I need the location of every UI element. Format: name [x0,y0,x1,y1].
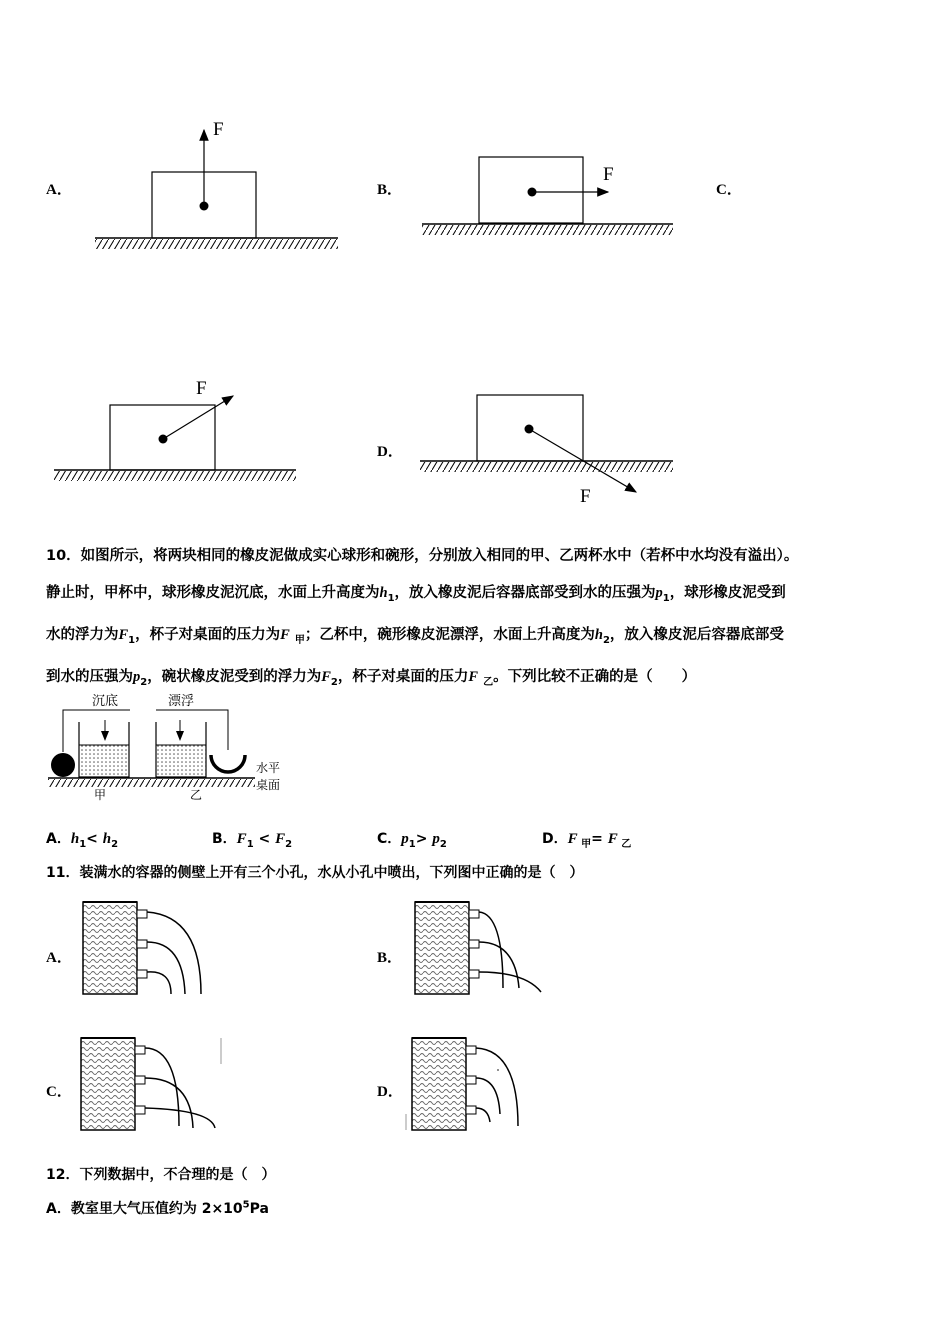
ground-hatch [420,462,673,472]
label-table: 水平 [256,761,281,775]
ground-hatch [54,471,296,481]
label-jia: 甲 [94,788,107,802]
q11-option-a[interactable]: A． [46,950,72,966]
force-arrow [163,396,233,439]
q9-option-d[interactable]: D． [377,444,403,460]
q11-option-c[interactable]: C． [46,1084,72,1100]
ground-hatch [422,225,673,235]
q9-option-c[interactable]: C． [716,182,742,198]
cup-yi-water [156,745,206,777]
label-yi: 乙 [190,788,203,802]
cup-jia-water [79,745,129,777]
q12-stem: 12．下列数据中，不合理的是（ ） [46,1167,276,1183]
force-label: F [580,486,591,507]
q10-figure [48,693,280,802]
q9-figure-a [95,119,338,249]
table-hatch [48,779,255,787]
q11-figure-b [415,902,541,994]
label-float: 漂浮 [168,694,195,709]
q10-option-d[interactable]: D．F $_甲$= F $_乙$ [542,831,632,850]
q11-option-b[interactable]: B． [377,950,403,966]
clay-bowl [211,755,245,772]
q10-line-2: 静止时，甲杯中，球形橡皮泥沉底，水面上升高度为$h_1$，放入橡皮泥后容器底部受到水的压强为$p_1$，球形橡皮泥受到 [46,585,786,604]
label-table2: 桌面 [256,778,281,792]
callout-float [156,710,228,750]
force-label: F [603,164,614,185]
q11-figure-c [81,1038,221,1130]
force-label: F [213,119,224,140]
q9-figure-c [54,378,296,481]
q12-option-a[interactable]: A．教室里大气压值约为 $2\times 10^5Pa$ [46,1199,269,1217]
q9-option-b[interactable]: B． [377,182,403,198]
ground-hatch [95,239,338,249]
q9-figure-b [422,157,673,235]
q11-figure-a [83,902,201,994]
q9-figure-d [420,395,673,507]
force-label: F [196,378,207,399]
q10-stem [46,538,798,701]
q10-option-c[interactable]: C．$p_1> p_2$ [377,831,447,850]
label-sink: 沉底 [92,694,119,709]
q11-stem: 11．装满水的容器的侧壁上开有三个小孔，水从小孔中喷出，下列图中正确的是（ ） [46,865,584,881]
q11-figure-d [406,1038,518,1130]
q10-line-1: 10．如图所示，将两块相同的橡皮泥做成实心球形和碗形，分别放入相同的甲、乙两杯水中（若杯中水均没有溢出）。 [46,548,799,564]
q10-option-b[interactable]: B．$F_1 < F_2$ [212,831,293,850]
q10-line-3: 水的浮力为$F_1$，杯子对桌面的压力为F $_甲$；乙杯中，碗形橡皮泥漂浮，水面上升高度为$h_2$，放入橡皮泥后容器底部受 [46,626,784,646]
q11-option-d[interactable]: D． [377,1084,403,1100]
q10-line-4: 到水的压强为$p_2$，碗状橡皮泥受到的浮力为$F_2$，杯子对桌面的压力F $_乙$。下列比较不正确的是（ ） [46,668,697,688]
q9-option-a[interactable]: A． [46,182,72,198]
clay-ball [51,753,75,777]
q10-option-a[interactable]: A．$h_1< h_2$ [46,831,119,850]
